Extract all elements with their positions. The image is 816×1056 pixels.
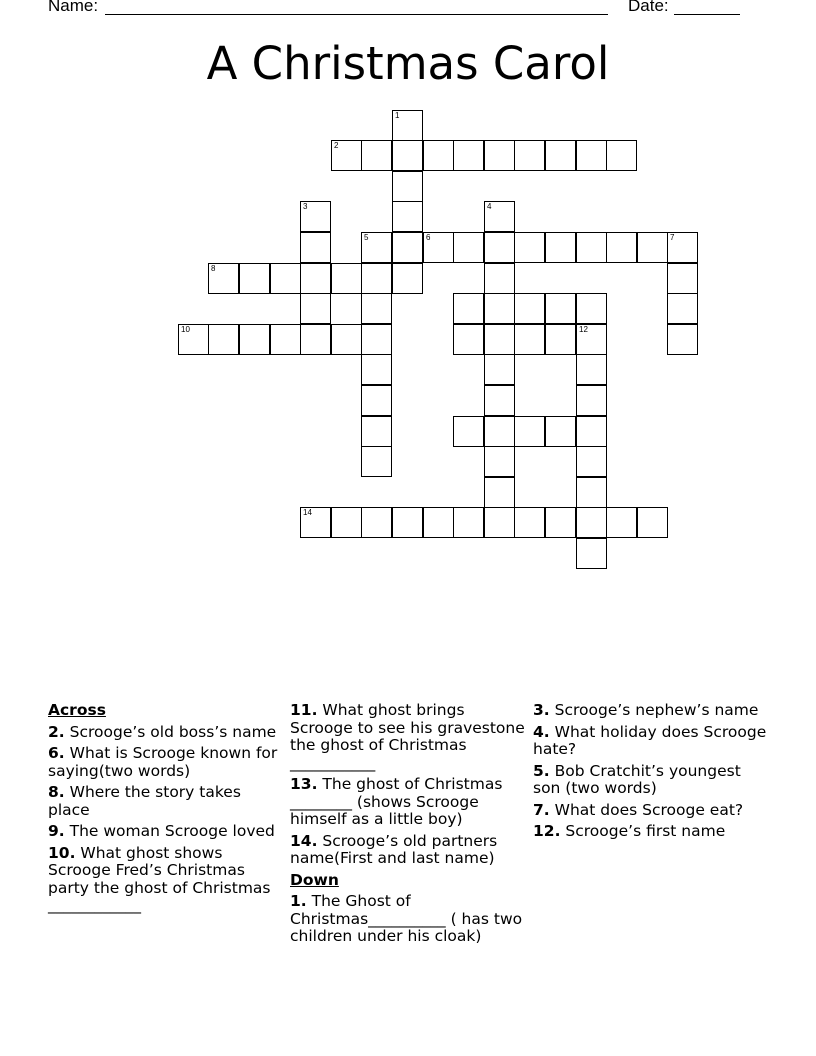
crossword-cell[interactable]: [300, 263, 331, 294]
crossword-cell[interactable]: [392, 201, 423, 232]
clue-text: What ghost brings Scrooge to see his gravestone the ghost of Christmas ___________: [290, 701, 525, 772]
crossword-cell[interactable]: [423, 507, 454, 538]
clue-number: 2.: [48, 722, 65, 741]
clue-number-label: 10: [181, 325, 190, 334]
crossword-cell[interactable]: [514, 293, 545, 324]
clue-text: What ghost shows Scrooge Fred’s Christmas party the ghost of Christmas ____________: [48, 843, 271, 914]
clue-number-label: 6: [426, 233, 431, 242]
crossword-cell[interactable]: [208, 324, 239, 355]
crossword-cell[interactable]: [637, 507, 668, 538]
crossword-cell[interactable]: [361, 416, 392, 447]
across-heading: Across: [48, 701, 106, 719]
crossword-cell[interactable]: [239, 324, 270, 355]
crossword-cell[interactable]: [667, 293, 698, 324]
clue-text: Scrooge’s first name: [565, 822, 726, 840]
crossword-cell[interactable]: [514, 416, 545, 447]
clue-number: 11.: [290, 701, 318, 719]
clue-number: 13.: [290, 775, 318, 793]
clue-number: 5.: [533, 761, 550, 780]
clue-number: 3.: [533, 701, 550, 719]
crossword-cell[interactable]: [576, 385, 607, 416]
crossword-cell[interactable]: [361, 324, 392, 355]
crossword-cell[interactable]: [392, 171, 423, 202]
crossword-cell[interactable]: [361, 263, 392, 294]
crossword-cell[interactable]: [667, 263, 698, 294]
crossword-cell[interactable]: [484, 385, 515, 416]
clue-across-6: [48, 745, 283, 780]
crossword-cell[interactable]: [606, 232, 637, 263]
crossword-cell[interactable]: [484, 354, 515, 385]
crossword-cell[interactable]: [453, 232, 484, 263]
crossword-cell[interactable]: [667, 232, 698, 263]
clue-text: What holiday does Scrooge hate?: [533, 722, 767, 758]
clue-number-label: 1: [395, 111, 400, 120]
crossword-cell[interactable]: [453, 140, 484, 171]
crossword-cell[interactable]: [576, 477, 607, 508]
clue-across-9: [48, 823, 283, 841]
crossword-cell[interactable]: [667, 324, 698, 355]
crossword-cell[interactable]: [514, 232, 545, 263]
crossword-cell[interactable]: [361, 507, 392, 538]
clue-down-4: [533, 724, 773, 759]
crossword-cell[interactable]: [576, 324, 607, 355]
clue-number: 10.: [48, 843, 76, 862]
clue-number-label: 2: [334, 141, 339, 150]
crossword-cell[interactable]: [514, 507, 545, 538]
crossword-cell[interactable]: [392, 110, 423, 141]
clue-down-1: [290, 893, 530, 946]
crossword-cell[interactable]: [453, 507, 484, 538]
crossword-cell[interactable]: [576, 416, 607, 447]
clue-number: 4.: [533, 722, 550, 741]
crossword-cell[interactable]: [484, 140, 515, 171]
clue-text: The Ghost of Christmas__________ ( has two children under his cloak): [290, 892, 523, 945]
clue-number: 8.: [48, 783, 65, 801]
crossword-cell[interactable]: [484, 201, 515, 232]
clue-text: Scrooge’s old boss’s name: [69, 722, 277, 741]
crossword-cell[interactable]: [545, 232, 576, 263]
clue-down-12: [533, 823, 773, 841]
clue-number-label: 4: [487, 202, 492, 211]
crossword-cell[interactable]: [361, 385, 392, 416]
clue-text: What does Scrooge eat?: [554, 800, 744, 819]
clue-text: What is Scrooge known for saying(two words): [48, 744, 278, 780]
crossword-cell[interactable]: [392, 263, 423, 294]
down-heading: Down: [290, 870, 339, 889]
clue-number-label: 3: [303, 202, 308, 211]
crossword-cell[interactable]: [300, 324, 331, 355]
clue-down-5: [533, 763, 773, 798]
clue-number: 12.: [533, 822, 561, 840]
crossword-cell[interactable]: [576, 140, 607, 171]
clue-number-label: 12: [579, 325, 588, 334]
clue-across-2: [48, 724, 283, 742]
crossword-cell[interactable]: [484, 416, 515, 447]
crossword-cell[interactable]: [178, 324, 209, 355]
crossword-cell[interactable]: [545, 416, 576, 447]
crossword-cell[interactable]: [270, 324, 301, 355]
clues-column-1: [48, 702, 283, 919]
clue-across-13: [290, 776, 530, 829]
crossword-cell[interactable]: [331, 140, 362, 171]
clue-number-label: 14: [303, 508, 312, 517]
crossword-cell[interactable]: [361, 354, 392, 385]
crossword-cell[interactable]: [637, 232, 668, 263]
crossword-cell[interactable]: [300, 201, 331, 232]
crossword-cell[interactable]: [484, 507, 515, 538]
crossword-cell[interactable]: [331, 507, 362, 538]
crossword-cell[interactable]: [239, 263, 270, 294]
crossword-cell[interactable]: [576, 446, 607, 477]
clue-number: 6.: [48, 744, 65, 762]
crossword-cell[interactable]: [423, 232, 454, 263]
crossword-cell[interactable]: [576, 354, 607, 385]
crossword-cell[interactable]: [484, 446, 515, 477]
crossword-cell[interactable]: [361, 446, 392, 477]
page-title: A Christmas Carol: [206, 37, 610, 90]
crossword-cell[interactable]: [514, 324, 545, 355]
crossword-cell[interactable]: [484, 263, 515, 294]
clue-text: The ghost of Christmas ________ (shows Scrooge himself as a little boy): [290, 775, 503, 828]
clues-column-3: [533, 702, 773, 845]
name-label: Name:: [48, 0, 99, 15]
crossword-cell[interactable]: [484, 232, 515, 263]
clue-across-8: [48, 784, 283, 819]
crossword-cell[interactable]: [423, 140, 454, 171]
clue-number: 7.: [533, 800, 550, 819]
clue-text: The woman Scrooge loved: [69, 822, 275, 840]
clue-text: Scrooge’s old partners name(First and last name): [290, 831, 498, 867]
crossword-cell[interactable]: [514, 140, 545, 171]
crossword-cell[interactable]: [331, 263, 362, 294]
date-label: Date:: [628, 0, 669, 15]
crossword-cell[interactable]: [576, 538, 607, 569]
crossword-cell[interactable]: [300, 293, 331, 324]
clue-across-11: [290, 702, 530, 772]
crossword-cell[interactable]: [300, 507, 331, 538]
clue-number: 9.: [48, 822, 65, 840]
clue-text: Bob Cratchit’s youngest son (two words): [533, 761, 741, 797]
crossword-cell[interactable]: [392, 232, 423, 263]
clue-text: Where the story takes place: [48, 783, 241, 819]
crossword-cell[interactable]: [453, 416, 484, 447]
crossword-cell[interactable]: [331, 324, 362, 355]
crossword-cell[interactable]: [361, 140, 392, 171]
crossword-cell[interactable]: [545, 324, 576, 355]
crossword-cell[interactable]: [300, 232, 331, 263]
crossword-cell[interactable]: [606, 140, 637, 171]
clue-text: Scrooge’s nephew’s name: [554, 701, 759, 719]
crossword-cell[interactable]: [576, 232, 607, 263]
clue-down-3: [533, 702, 773, 720]
clue-number: 1.: [290, 892, 307, 910]
crossword-cell[interactable]: [484, 324, 515, 355]
clue-number-label: 7: [670, 233, 675, 242]
clues-column-2: [290, 702, 530, 950]
crossword-cell[interactable]: [545, 293, 576, 324]
crossword-cell[interactable]: [484, 293, 515, 324]
clue-down-7: [533, 802, 773, 820]
crossword-cell[interactable]: [576, 293, 607, 324]
crossword-cell[interactable]: [270, 263, 301, 294]
crossword-cell[interactable]: [545, 140, 576, 171]
clue-number-label: 8: [211, 264, 216, 273]
crossword-cell[interactable]: [361, 293, 392, 324]
crossword-cell[interactable]: [392, 140, 423, 171]
crossword-cell[interactable]: [484, 477, 515, 508]
crossword-cell[interactable]: [208, 263, 239, 294]
clue-number: 14.: [290, 831, 318, 850]
crossword-cell[interactable]: [453, 293, 484, 324]
crossword-cell[interactable]: [576, 507, 607, 538]
clue-across-14: [290, 833, 530, 868]
crossword-cell[interactable]: [606, 507, 637, 538]
clue-across-10: [48, 845, 283, 915]
crossword-cell[interactable]: [545, 507, 576, 538]
crossword-cell[interactable]: [361, 232, 392, 263]
crossword-cell[interactable]: [392, 507, 423, 538]
crossword-cell[interactable]: [453, 324, 484, 355]
clue-number-label: 5: [364, 233, 369, 242]
